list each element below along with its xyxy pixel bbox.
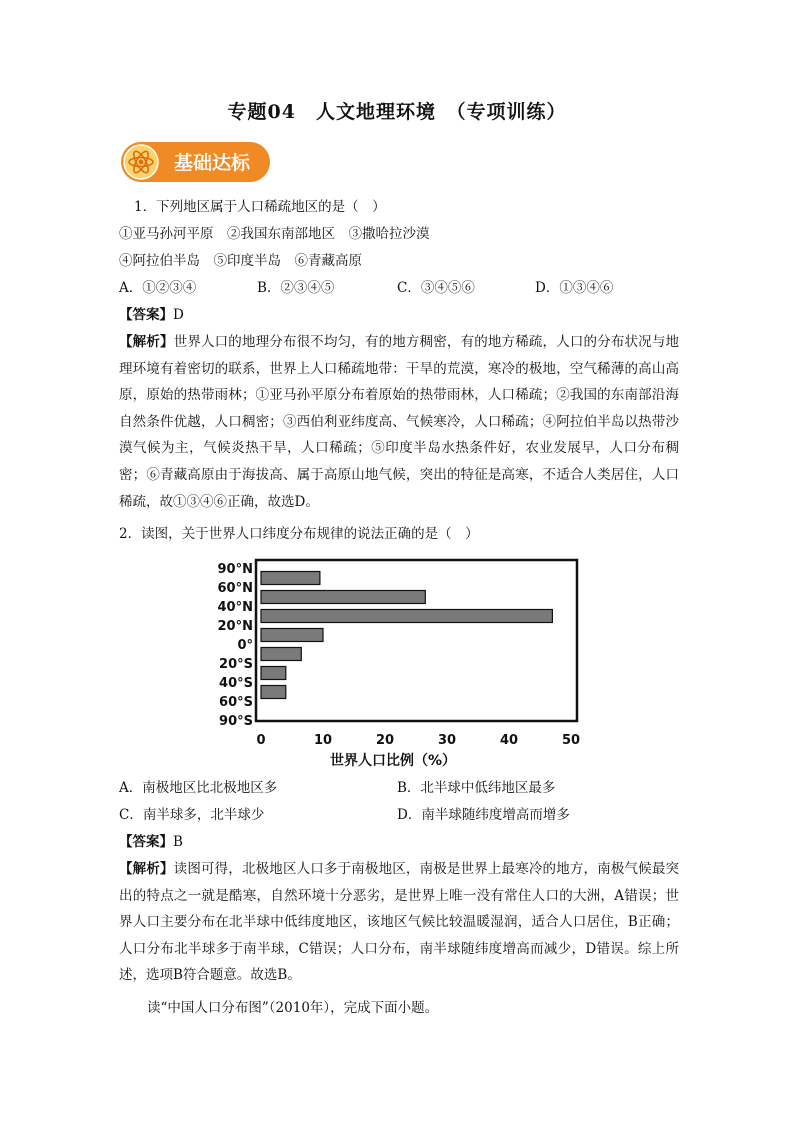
q1-analysis — [119, 329, 679, 515]
bar-2 — [261, 610, 552, 623]
y-tick-label: 60°N — [217, 581, 253, 596]
y-tick-label: 20°S — [219, 657, 253, 672]
next-question-intro: 读“中国人口分布图”（2010年），完成下面小题。 — [147, 1000, 439, 1016]
x-tick-label: 20 — [375, 733, 395, 748]
q1-stem: 1．下列地区属于人口稀疏地区的是（ ） — [134, 199, 386, 215]
analysis-tag: 【解析】 — [119, 861, 174, 877]
q1-option-b: B．②③④⑤ — [257, 280, 335, 296]
y-tick-label: 20°N — [217, 619, 253, 634]
x-axis-label: 世界人口比例（%） — [329, 753, 457, 769]
x-tick-label: 0 — [256, 733, 266, 748]
q2-stem: 2．读图，关于世界人口纬度分布规律的说法正确的是（ ） — [119, 526, 479, 542]
x-tick-label: 30 — [437, 733, 457, 748]
y-tick-label: 90°N — [217, 562, 253, 577]
answer-tag: 【答案】 — [119, 834, 173, 850]
section-badge — [121, 142, 270, 182]
x-tick-label: 10 — [313, 733, 333, 748]
q1-option-c: C．③④⑤⑥ — [397, 280, 475, 296]
badge-label: 基础达标 — [173, 152, 251, 174]
y-tick-label: 90°S — [219, 714, 253, 729]
q1-answer — [119, 302, 184, 329]
bar-3 — [261, 629, 323, 642]
y-tick-label: 40°S — [219, 676, 253, 691]
analysis-tag: 【解析】 — [119, 334, 174, 350]
analysis-text: 读图可得，北极地区人口多于南极地区，南极是世界上最寒冷的地方，南极气候最突出的特点之一就是酷寒，自然环境十分恶劣，是世界上唯一没有常住人口的大洲，A错误；世界人口主要分布在北半球中低纬度地区，该地区气候比较温暖湿润，适合人口居住，B正确；人口分布北半球多于南半球，C错误；人口分布，南半球随纬度增高而减少，D错误。综上所述，选项B符合题意。故选B。 — [119, 861, 680, 984]
bar-5 — [261, 667, 286, 680]
page-title: 专题04 人文地理环境 （专项训练） — [227, 101, 567, 123]
q2-option-a: A．南极地区比北极地区多 — [119, 780, 278, 796]
y-tick-label: 60°S — [219, 695, 253, 710]
q2-option-d: D．南半球随纬度增高而增多 — [397, 807, 570, 823]
answer-tag: 【答案】 — [119, 307, 173, 323]
answer-value: D — [173, 307, 184, 323]
x-tick-label: 40 — [499, 733, 519, 748]
q1-option-d: D．①③④⑥ — [535, 280, 614, 296]
q1-items-line1: ①亚马孙河平原 ②我国东南部地区 ③撒哈拉沙漠 — [119, 226, 430, 242]
x-tick-label: 50 — [561, 733, 581, 748]
y-tick-label: 0° — [237, 638, 253, 653]
q2-option-b: B．北半球中低纬地区最多 — [397, 780, 556, 796]
population-latitude-chart — [205, 557, 595, 772]
q2-analysis — [119, 856, 679, 989]
q1-items-line2: ④阿拉伯半岛 ⑤印度半岛 ⑥青藏高原 — [119, 253, 362, 269]
bar-1 — [261, 591, 425, 604]
q1-option-a: A．①②③④ — [119, 280, 197, 296]
bar-6 — [261, 686, 286, 699]
q2-option-c: C．南半球多，北半球少 — [119, 807, 265, 823]
y-tick-label: 40°N — [217, 600, 253, 615]
analysis-text: 世界人口的地理分布很不均匀，有的地方稠密，有的地方稀疏，人口的分布状况与地理环境有着密切的联系，世界上人口稀疏地带：干旱的荒漠，寒冷的极地，空气稀薄的高山高原，原始的热带雨林；①亚马孙平原分布着原始的热带雨林，人口稀疏；②我国的东南部沿海自然条件优越，人口稠密；③西伯利亚纬度高、气候寒冷，人口稀疏；④阿拉伯半岛以热带沙漠气候为主，气候炎热干旱，人口稀疏；⑤印度半岛水热条件好，农业发展早，人口分布稠密；⑥青藏高原由于海拔高、属于高原山地气候，突出的特征是高寒，不适合人类居住，人口稀疏，故①③④⑥正确，故选D。 — [119, 334, 680, 510]
answer-value: B — [173, 834, 183, 850]
q2-answer — [119, 829, 183, 856]
bar-0 — [261, 572, 320, 585]
chart-svg — [205, 557, 595, 772]
badge-graphic — [121, 142, 270, 182]
bar-4 — [261, 648, 301, 661]
